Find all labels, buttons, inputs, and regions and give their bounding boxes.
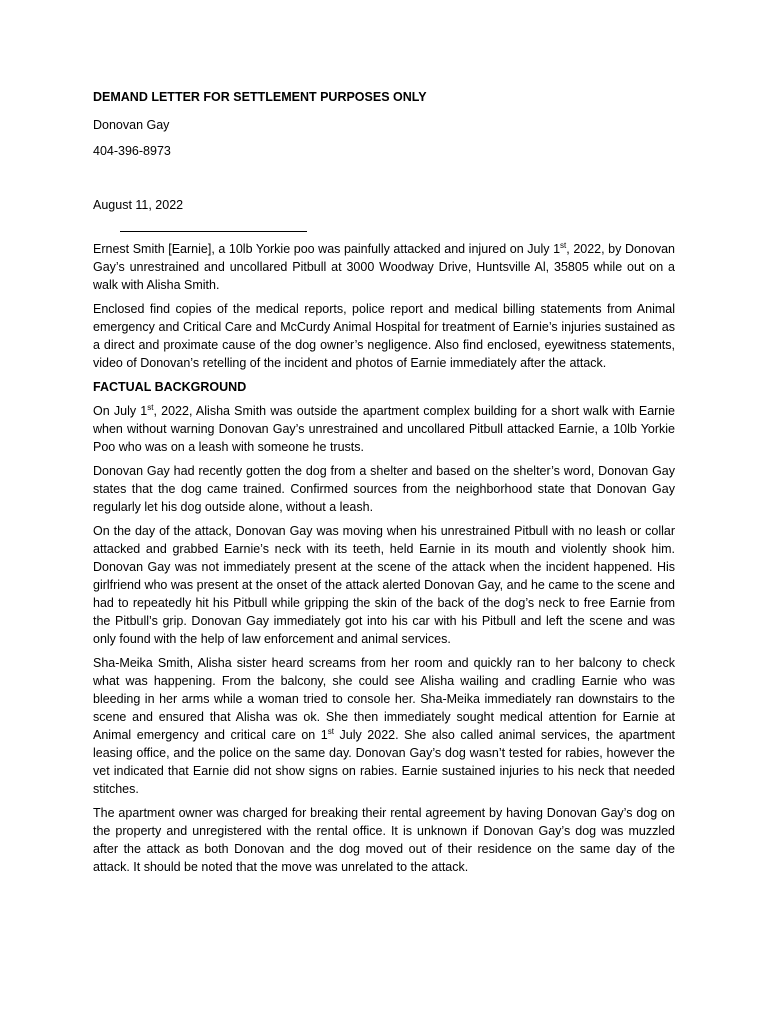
paragraph-text: , 2022, Alisha Smith was outside the apartment complex building for a short walk with Earnie when without warning Donovan Gay’s unrestrained and uncollared Pitbull attacked Earnie, a 10lb Yorkie Poo who was on a leash with someone he trusts. bbox=[93, 404, 675, 454]
paragraph-apartment: The apartment owner was charged for breaking their rental agreement by having Donovan Gay’s dog on the property and unregistered with the rental office. It is unknown if Donovan Gay’s dog was muzzled after the attack as both Donovan and the dog moved out of their residence on the same day of the attack. It should be noted that the move was unrelated to the attack. bbox=[93, 806, 675, 874]
signature-line bbox=[120, 231, 307, 232]
paragraph-text: July 2022. She also called animal services, the apartment leasing office, and the police on the same day. Donovan Gay’s dog wasn’t tested for rabies, however the vet indicated that Earnie did not show signs on rabies. Earnie sustained injuries to his neck that needed stitches. bbox=[93, 728, 675, 796]
section-heading: FACTUAL BACKGROUND bbox=[93, 380, 247, 394]
paragraph-text: Sha-Meika Smith, Alisha sister heard screams from her room and quickly ran to her balcony to check what was happening. From the balcony, she could see Alisha wailing and cradling Earnie who was bleeding in her arms while a woman tried to console her. Sha-Meika immediately ran downstairs to the scene and ensured that Alisha was ok. She then immediately sought medical attention for Earnie at Animal emergency and critical care on 1 bbox=[93, 656, 675, 742]
letter-date: August 11, 2022 bbox=[93, 198, 184, 212]
letter-title: DEMAND LETTER FOR SETTLEMENT PURPOSES ONLY bbox=[93, 90, 427, 104]
ordinal-suffix: st bbox=[560, 240, 567, 250]
sender-name: Donovan Gay bbox=[93, 118, 170, 132]
paragraph-enclosures: Enclosed find copies of the medical reports, police report and medical billing statements from Animal emergency and Critical Care and McCurdy Animal Hospital for treatment of Earnie’s injuries sustained as a direct and proximate cause of the dog owner’s negligence. Also find enclosed, eyewitness statements, video of Donovan’s retelling of the incident and photos of Earnie immediately after the attack. bbox=[93, 302, 675, 370]
paragraph-text: Ernest Smith [Earnie], a 10lb Yorkie poo was painfully attacked and injured on July 1 bbox=[93, 242, 561, 256]
paragraph-text: , 2022, by Donovan Gay’s unrestrained and uncollared Pitbull at 3000 Woodway Drive, Huntsville Al, 35805 while out on a walk with Alisha Smith. bbox=[93, 242, 675, 292]
paragraph-witness bbox=[93, 654, 675, 798]
paragraph-shelter: Donovan Gay had recently gotten the dog from a shelter and based on the shelter’s word, Donovan Gay states that the dog came trained. Confirmed sources from the neighborhood state that Donovan Gay regularly let his dog outside alone, without a leash. bbox=[93, 464, 675, 514]
paragraph-attack-day: On the day of the attack, Donovan Gay was moving when his unrestrained Pitbull with no leash or collar attacked and grabbed Earnie’s neck with its teeth, held Earnie in its mouth and violently shook him. Donovan Gay was not immediately present at the scene of the attack when the incident happened. His girlfriend who was present at the onset of the attack alerted Donovan Gay, and he came to the scene and had to repeatedly hit his Pitbull while gripping the skin of the back of the dog’s neck to free Earnie from the Pitbull’s grip. Donovan Gay immediately got into his car with his Pitbull and left the scene and was only found with the help of law enforcement and animal services. bbox=[93, 524, 675, 646]
paragraph-text: On July 1 bbox=[93, 404, 148, 418]
sender-phone: 404-396-8973 bbox=[93, 144, 171, 158]
paragraph-background bbox=[93, 402, 675, 456]
ordinal-suffix: st bbox=[147, 402, 154, 412]
letter-content bbox=[93, 88, 675, 882]
paragraph-intro bbox=[93, 240, 675, 294]
ordinal-suffix: st bbox=[327, 726, 334, 736]
